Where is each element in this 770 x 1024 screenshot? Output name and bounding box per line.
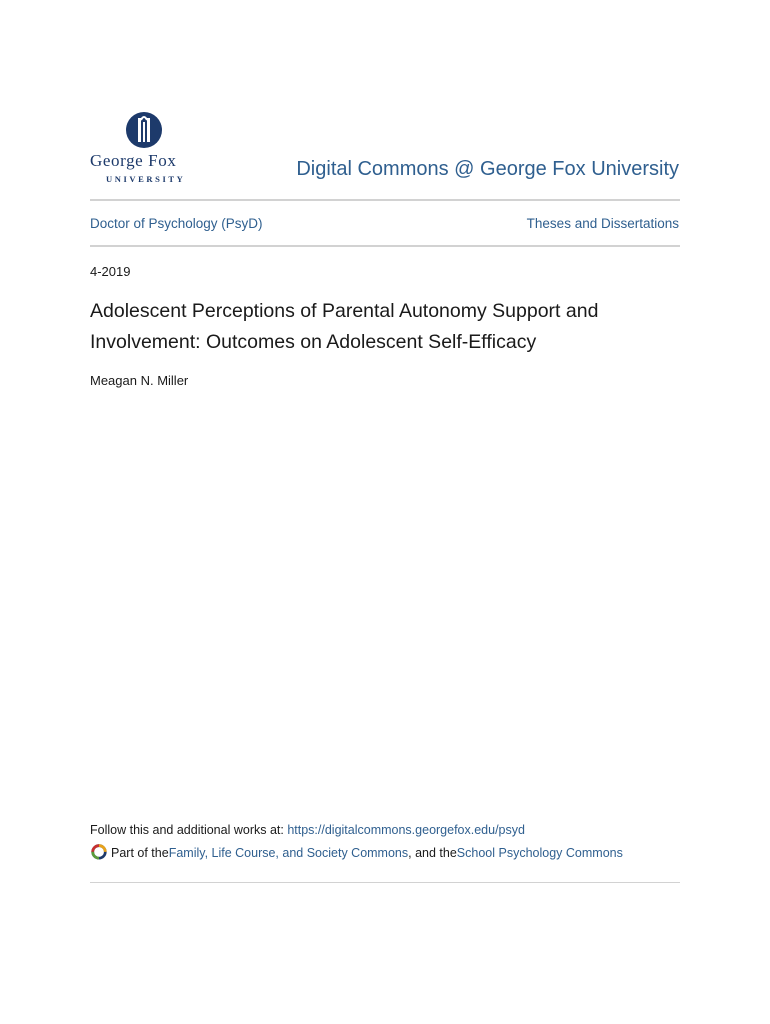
follow-url-link[interactable]: https://digitalcommons.georgefox.edu/psyd xyxy=(287,823,525,837)
breadcrumb-collection-link[interactable]: Theses and Dissertations xyxy=(526,216,679,231)
divider-bottom xyxy=(90,882,680,883)
part-of-line xyxy=(90,846,623,860)
breadcrumb-program-link[interactable]: Doctor of Psychology (PsyD) xyxy=(90,216,263,231)
publication-date: 4-2019 xyxy=(90,264,131,279)
university-logo[interactable] xyxy=(90,110,200,185)
family-life-course-commons-link[interactable]: Family, Life Course, and Society Commons xyxy=(168,846,409,860)
logo-name: George Fox xyxy=(90,151,177,170)
repository-title-link[interactable]: Digital Commons @ George Fox University xyxy=(296,158,679,180)
george-fox-crest-icon xyxy=(124,110,164,150)
follow-line xyxy=(90,823,525,837)
divider-breadcrumb xyxy=(90,245,680,247)
divider-top xyxy=(90,199,680,201)
author-name: Meagan N. Miller xyxy=(90,373,189,388)
part-of-middle: , and the xyxy=(408,846,457,860)
digital-commons-network-icon xyxy=(90,842,108,860)
school-psychology-commons-link[interactable]: School Psychology Commons xyxy=(456,846,623,860)
document-title: Adolescent Perceptions of Parental Autonomy Support and Involvement: Outcomes on Adolescent Self-Efficacy xyxy=(90,300,599,353)
follow-text: Follow this and additional works at: xyxy=(90,823,288,837)
part-of-prefix: Part of the xyxy=(111,846,169,860)
logo-subtitle: UNIVERSITY xyxy=(106,174,186,184)
